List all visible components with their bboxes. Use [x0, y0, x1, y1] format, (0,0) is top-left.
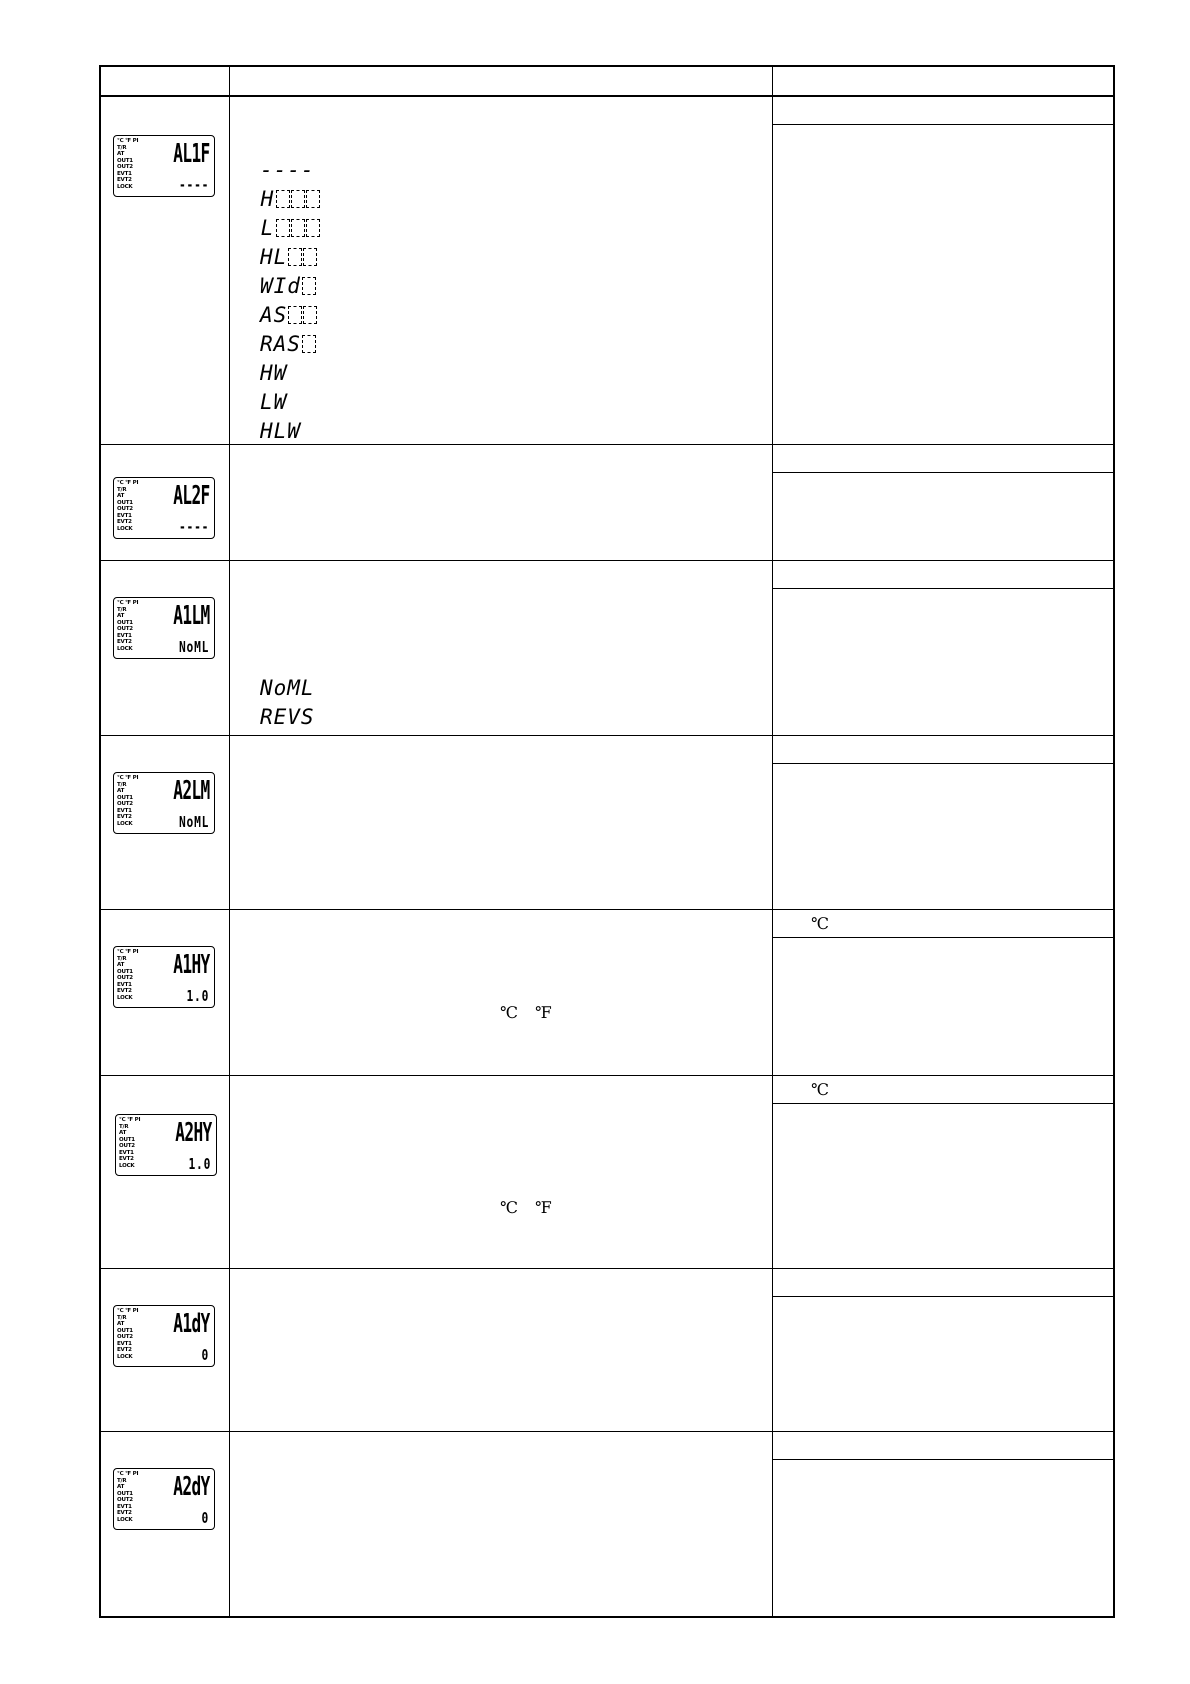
lcd-bottom-text: 0 — [201, 1509, 209, 1527]
default-value-box: ℃ — [773, 910, 1113, 938]
lcd-display — [113, 772, 215, 834]
lcd-display — [113, 597, 215, 659]
lcd-top-text: A1dY — [173, 1309, 210, 1339]
parameter-row-a2lm — [101, 735, 1113, 909]
lcd-display — [115, 1114, 217, 1176]
lcd-bottom-text: NoML — [178, 638, 209, 656]
parameter-row-a2hy — [101, 1075, 1113, 1268]
value-cell — [773, 97, 1113, 444]
lcd-top-text: A2dY — [173, 1472, 210, 1502]
option-lw: LW — [260, 389, 288, 414]
unit-celsius: ℃ — [500, 1003, 518, 1022]
unit-fahrenheit: ℉ — [535, 1003, 552, 1022]
lcd-display — [113, 1305, 215, 1367]
lcd-top-text: AL2F — [173, 481, 210, 511]
parameter-row-al1f — [101, 97, 1113, 444]
lcd-indicators: ℃ ℉ PI T/R AT OUT1 OUT2 EVT1 EVT2 LOCK — [117, 775, 139, 827]
lcd-indicators: ℃ ℉ PI T/R AT OUT1 OUT2 EVT1 EVT2 LOCK — [117, 1308, 139, 1360]
parameter-row-a2dy — [101, 1431, 1113, 1618]
option-list — [260, 155, 320, 445]
lcd-top-text: A2LM — [173, 776, 210, 806]
option-as: AS — [260, 300, 320, 329]
value-cell — [773, 1269, 1113, 1431]
lcd-bottom-text: 1.0 — [188, 1155, 211, 1173]
value-cell — [773, 1432, 1113, 1618]
parameter-table — [99, 65, 1115, 1618]
default-value-box — [773, 97, 1113, 125]
lcd-bottom-text: NoML — [178, 813, 209, 831]
option-noml: NoML — [260, 675, 315, 700]
lcd-indicators: ℃ ℉ PI T/R AT OUT1 OUT2 EVT1 EVT2 LOCK — [117, 480, 139, 532]
lcd-display — [113, 946, 215, 1008]
description-cell — [230, 910, 772, 1075]
option-l: L — [260, 213, 320, 242]
display-cell — [101, 561, 229, 735]
description-cell — [230, 97, 772, 444]
lcd-top-text: A1HY — [173, 950, 210, 980]
parameter-row-a1lm — [101, 560, 1113, 735]
option-ras: RAS — [260, 329, 320, 358]
lcd-indicators: ℃ ℉ PI T/R AT OUT1 OUT2 EVT1 EVT2 LOCK — [117, 949, 139, 1001]
parameter-row-a1dy — [101, 1268, 1113, 1431]
parameter-row-a1hy — [101, 909, 1113, 1075]
display-cell — [101, 1432, 229, 1618]
lcd-display — [113, 135, 215, 197]
option-none: ---- — [260, 157, 315, 182]
default-value-box — [773, 561, 1113, 589]
lcd-bottom-text: ---- — [178, 176, 209, 194]
lcd-bottom-text: 0 — [201, 1346, 209, 1364]
option-h: H — [260, 184, 320, 213]
option-wid: WId — [260, 271, 320, 300]
lcd-indicators: ℃ ℉ PI T/R AT OUT1 OUT2 EVT1 EVT2 LOCK — [117, 1471, 139, 1523]
lcd-top-text: A2HY — [175, 1118, 212, 1148]
display-cell — [101, 736, 229, 909]
default-value-box — [773, 736, 1113, 764]
lcd-bottom-text: 1.0 — [186, 987, 209, 1005]
description-cell — [230, 445, 772, 560]
value-cell — [773, 445, 1113, 560]
description-cell — [230, 1432, 772, 1618]
option-list — [260, 673, 315, 731]
display-cell — [101, 910, 229, 1075]
parameter-row-al2f — [101, 444, 1113, 560]
value-cell — [773, 1076, 1113, 1268]
description-cell — [230, 1076, 772, 1268]
option-hl: HL — [260, 242, 320, 271]
table-header-row — [101, 67, 1113, 97]
default-value-box — [773, 445, 1113, 473]
option-revs: REVS — [260, 704, 315, 729]
value-cell — [773, 736, 1113, 909]
option-hw: HW — [260, 360, 288, 385]
display-cell — [101, 1076, 229, 1268]
lcd-top-text: A1LM — [173, 601, 210, 631]
display-cell — [101, 1269, 229, 1431]
default-value-box — [773, 1269, 1113, 1297]
unit-celsius: ℃ — [500, 1198, 518, 1217]
lcd-bottom-text: ---- — [178, 518, 209, 536]
option-hlw: HLW — [260, 418, 301, 443]
default-value-box — [773, 1432, 1113, 1460]
description-cell — [230, 1269, 772, 1431]
lcd-display — [113, 477, 215, 539]
default-value-box: ℃ — [773, 1076, 1113, 1104]
value-cell — [773, 561, 1113, 735]
display-cell — [101, 97, 229, 444]
lcd-indicators: ℃ ℉ PI T/R AT OUT1 OUT2 EVT1 EVT2 LOCK — [117, 138, 139, 190]
value-cell — [773, 910, 1113, 1075]
lcd-indicators: ℃ ℉ PI T/R AT OUT1 OUT2 EVT1 EVT2 LOCK — [117, 600, 139, 652]
description-cell — [230, 561, 772, 735]
unit-fahrenheit: ℉ — [535, 1198, 552, 1217]
lcd-indicators: ℃ ℉ PI T/R AT OUT1 OUT2 EVT1 EVT2 LOCK — [119, 1117, 141, 1169]
description-cell — [230, 736, 772, 909]
lcd-display — [113, 1468, 215, 1530]
lcd-top-text: AL1F — [173, 139, 210, 169]
display-cell — [101, 445, 229, 560]
